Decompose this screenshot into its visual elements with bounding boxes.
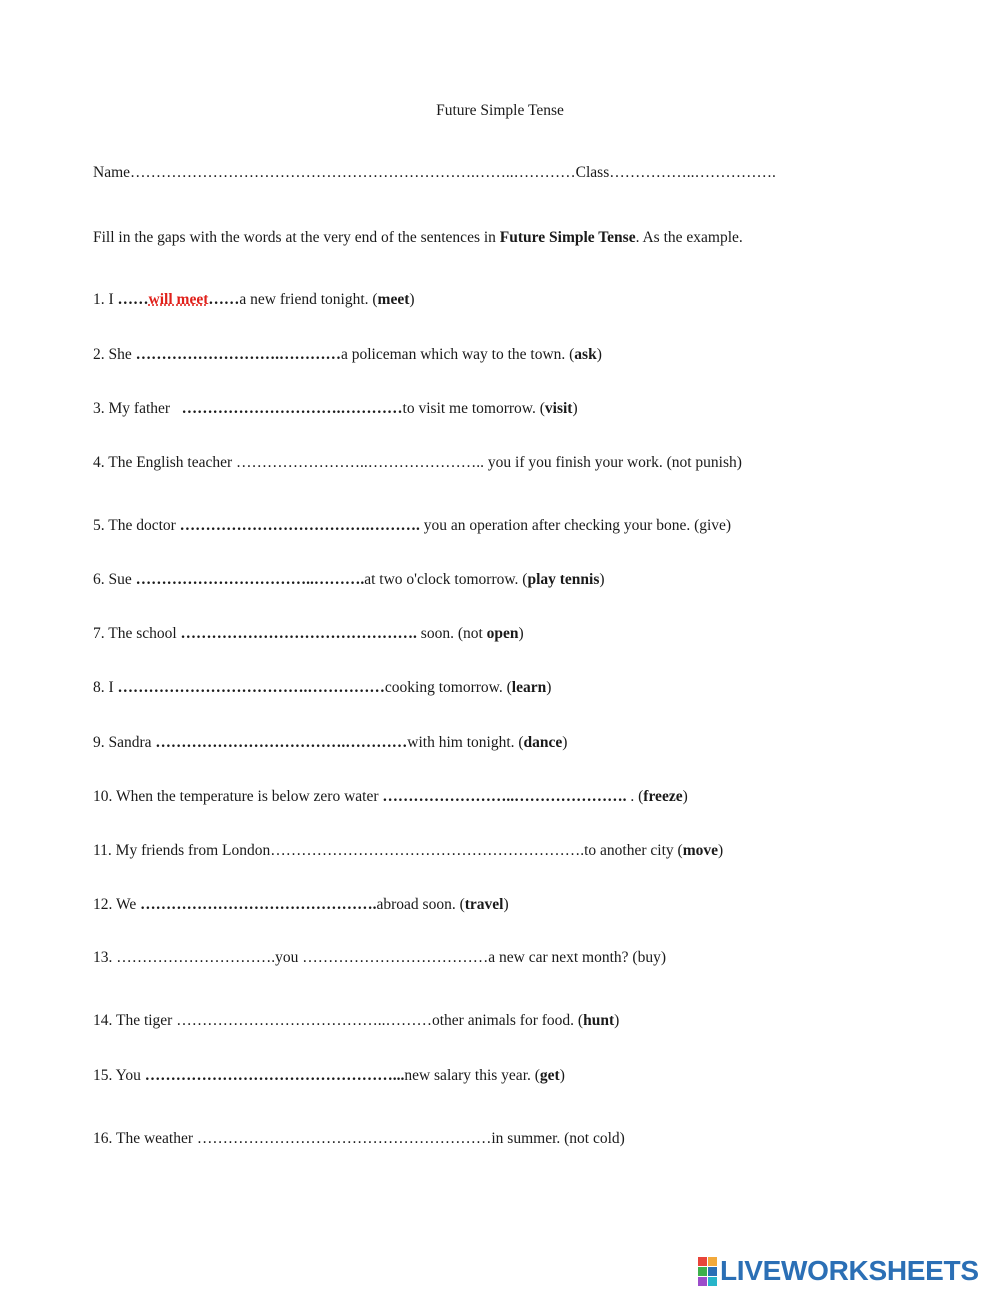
answer-blank[interactable]: ………………………….………… bbox=[181, 400, 403, 417]
answer-blank[interactable]: ………………………………………. bbox=[180, 625, 421, 642]
exercise-4: 4. The English teacher ……………………..………………….. you if you finish your work. (not punish) bbox=[93, 454, 742, 471]
class-blank[interactable]: ……………..……………. bbox=[609, 164, 776, 181]
answer-blank[interactable]: …………………………………..……… bbox=[176, 1012, 432, 1029]
answer-blank[interactable]: ……………………..………………….. bbox=[236, 454, 488, 471]
instructions-tense: Future Simple Tense bbox=[499, 229, 636, 246]
verb-hint: dance bbox=[523, 734, 563, 751]
worksheet-title: Future Simple Tense bbox=[436, 102, 564, 119]
verb-hint: learn bbox=[511, 679, 547, 696]
exercise-8: 8. I ……………………………….……………cooking tomorrow. (learn) bbox=[93, 679, 552, 696]
answer-blank[interactable]: ………………………………………………… bbox=[196, 1130, 492, 1147]
exercise-13: 13. ………………………….you ………………………………a new car next month? (buy) bbox=[93, 949, 667, 966]
verb-hint: meet bbox=[377, 291, 410, 308]
verb-hint: hunt bbox=[583, 1012, 615, 1029]
instructions: Fill in the gaps with the words at the very end of the sentences in Future Simple Tense. As the example. bbox=[93, 229, 743, 246]
exercise-12: 12. We ……………………………………….abroad soon. (travel) bbox=[93, 896, 509, 913]
exercise-2: 2. She ……………………….…………a policeman which way to the town. (ask) bbox=[93, 346, 602, 363]
answer-blank[interactable]: ……………………………….………… bbox=[155, 734, 408, 751]
verb-hint: visit bbox=[544, 400, 573, 417]
logo-cubes-icon bbox=[698, 1257, 717, 1286]
answer-blank[interactable]: ……………………..…………………. bbox=[382, 788, 631, 805]
exercise-3: 3. My father ………………………….…………to visit me tomorrow. (visit) bbox=[93, 400, 578, 417]
exercise-7: 7. The school ………………………………………. soon. (not open) bbox=[93, 625, 524, 642]
name-class-line bbox=[93, 163, 776, 183]
answer-blank[interactable]: ………………………………………. bbox=[140, 896, 377, 913]
verb-hint: open bbox=[486, 625, 519, 642]
exercise-15: 15. You …………………………………………...new salary this year. (get) bbox=[93, 1067, 565, 1084]
verb-hint: move bbox=[682, 842, 718, 859]
exercise-9: 9. Sandra ……………………………….…………with him tonight. (dance) bbox=[93, 734, 568, 751]
verb-hint: travel bbox=[464, 896, 504, 913]
answer-blank-2[interactable]: ……………………………… bbox=[302, 949, 489, 966]
logo-text: LIVEWORKSHEETS bbox=[720, 1255, 979, 1286]
exercise-10: 10. When the temperature is below zero water ……………………..…………………. . (freeze) bbox=[93, 788, 688, 805]
exercise-5: 5. The doctor ……………………………….………. you an operation after checking your bone. (give) bbox=[93, 517, 732, 534]
answer-blank[interactable]: …………………………………………... bbox=[144, 1067, 405, 1084]
liveworksheets-logo bbox=[698, 1257, 979, 1285]
answer-blank[interactable]: …………………………. bbox=[116, 949, 276, 966]
verb-hint: play tennis bbox=[527, 571, 600, 588]
answer-blank[interactable]: ……………………….………… bbox=[135, 346, 341, 363]
verb-hint: freeze bbox=[643, 788, 683, 805]
class-label: Class bbox=[575, 164, 610, 181]
example-answer: will meet bbox=[148, 291, 209, 308]
exercise-14: 14. The tiger …………………………………..………other animals for food. (hunt) bbox=[93, 1012, 620, 1029]
exercise-11: 11. My friends from London…………………………………………………….to another city (move) bbox=[93, 842, 724, 859]
exercise-6: 6. Sue ……………………………..……….at two o'clock tomorrow. (play tennis) bbox=[93, 571, 605, 588]
exercise-16: 16. The weather …………………………………………………in summer. (not cold) bbox=[93, 1130, 625, 1147]
verb-hint: get bbox=[539, 1067, 560, 1084]
name-label: Name bbox=[93, 164, 131, 181]
name-blank[interactable]: ………………………………………………………….……..………… bbox=[130, 164, 576, 181]
answer-blank[interactable]: ……………………………….…………… bbox=[117, 679, 385, 696]
answer-blank[interactable]: ……………………………….………. bbox=[179, 517, 424, 534]
exercise-1: 1. I ……will meet……a new friend tonight. (meet) bbox=[93, 291, 415, 308]
answer-blank[interactable]: ……………………………..………. bbox=[135, 571, 365, 588]
verb-hint: ask bbox=[574, 346, 597, 363]
answer-blank[interactable]: ……………………………………………………. bbox=[270, 842, 585, 859]
